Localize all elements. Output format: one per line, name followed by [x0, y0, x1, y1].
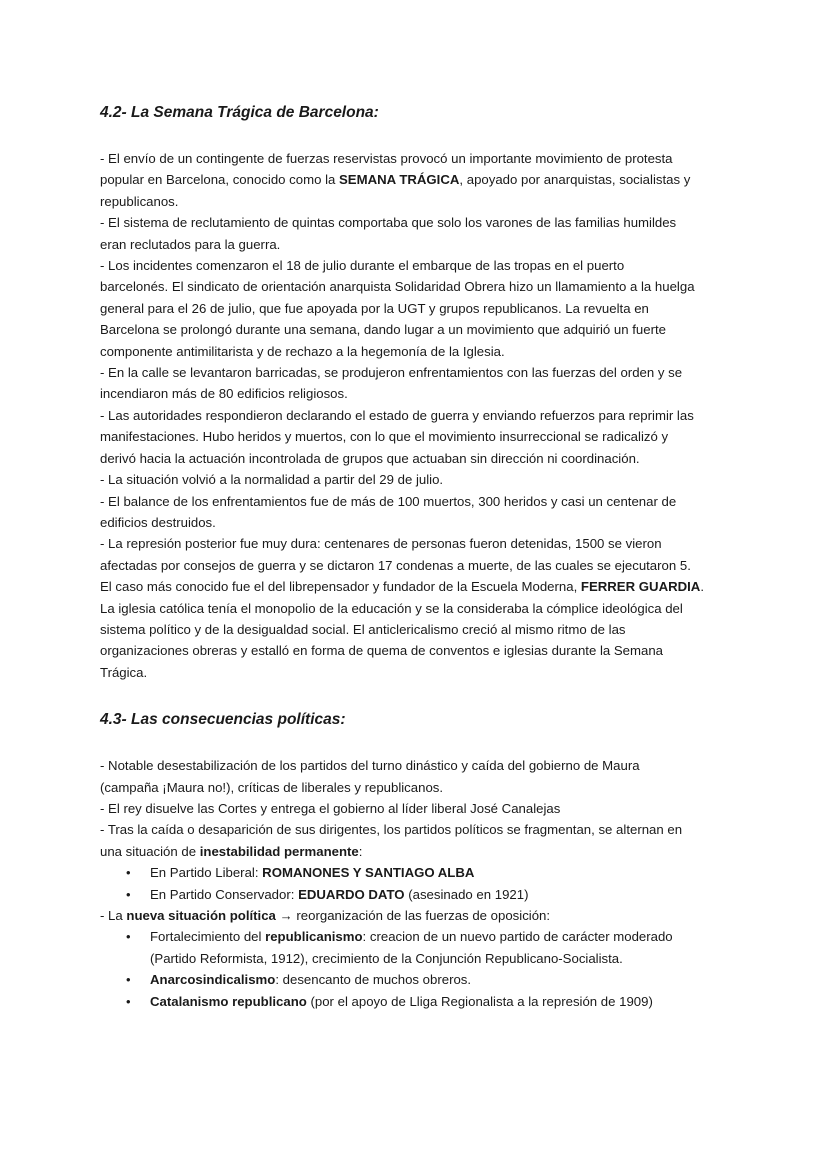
section-body-semana-tragica [100, 148, 728, 683]
text-run: - Tras la caída o desaparición de sus dirigentes, los partidos políticos se fragmentan, se alternan en [100, 822, 683, 838]
text-run: : [358, 843, 363, 859]
text-run: manifestaciones. Hubo heridos y muertos, con lo que el movimiento insurreccional se radicalizó y [100, 429, 669, 445]
text-run: - La represión posterior fue muy dura: centenares de personas fueron detenidas, 1500 se vieron [100, 536, 662, 552]
text-run: Trágica. [100, 664, 148, 680]
text-line [100, 426, 728, 447]
text-run: : desencanto de muchos obreros. [275, 972, 472, 988]
text-run: . [700, 579, 704, 595]
text-line [100, 841, 728, 862]
text-line [100, 798, 728, 819]
section-heading-consecuencias: 4.3- Las consecuencias políticas: [100, 711, 346, 729]
text-run: La iglesia católica tenía el monopolio de la educación y se la consideraba la cómplice ideológica del [100, 600, 683, 616]
text-run: - En la calle se levantaron barricadas, se produjeron enfrentamientos con las fuerzas del orden y se [100, 365, 683, 381]
text-run: general para el 26 de julio, que fue apoyada por la UGT y grupos republicanos. La revuelta en [100, 300, 649, 316]
text-run: componente antimilitarista y de rechazo a la hegemonía de la Iglesia. [100, 343, 505, 359]
text-line [100, 405, 728, 426]
text-line [100, 298, 728, 319]
text-run: : creacion de un nuevo partido de carácter moderado [362, 929, 673, 945]
text-line [100, 662, 728, 683]
text-line [100, 212, 728, 233]
bold-term: EDUARDO DATO [298, 886, 405, 902]
text-run: popular en Barcelona, conocido como la [100, 172, 339, 188]
bullet-list-partidos [100, 862, 728, 905]
bullet-icon: • [126, 993, 131, 1009]
bullet-icon: • [126, 886, 131, 902]
bold-term: SEMANA TRÁGICA [339, 172, 460, 188]
bullet-icon: • [126, 929, 131, 945]
text-run: afectadas por consejos de guerra y se dictaron 17 condenas a muerte, de las cuales se ejecutaron 5. [100, 557, 691, 573]
text-run: sistema político y de la desigualdad social. El anticlericalismo creció al mismo ritmo de las [100, 621, 626, 637]
text-run: - La [100, 908, 127, 923]
text-run: Fortalecimiento del [150, 929, 266, 945]
section-body-consecuencias-oposicion [100, 905, 728, 926]
text-run: incendiaron más de 80 edificios religiosos. [100, 386, 348, 402]
text-run: → reorganización de las fuerzas de oposición: [275, 908, 551, 923]
bullet-icon: • [126, 865, 131, 881]
text-run: derivó hacia la actuación incontrolada de grupos que actuaban sin dirección ni coordinación. [100, 450, 640, 466]
text-line [100, 276, 728, 297]
text-run: organizaciones obreras y estalló en forma de quema de conventos e iglesias durante la Semana [100, 643, 664, 659]
text-line [100, 777, 728, 798]
text-run: (por el apoyo de Lliga Regionalista a la represión de 1909) [306, 993, 653, 1009]
bold-term: nueva situación política [126, 908, 276, 923]
text-line [100, 576, 728, 597]
text-run: En Partido Liberal: [150, 865, 263, 881]
bullet-icon: • [126, 972, 131, 988]
text-run: barcelonés. El sindicato de orientación anarquista Solidaridad Obrera hizo un llamamiento a la huelga [100, 279, 695, 295]
text-line [100, 191, 728, 212]
text-run: El caso más conocido fue el del librepensador y fundador de la Escuela Moderna, [100, 579, 581, 595]
text-run: Barcelona se prolongó durante una semana, dando lugar a un movimiento que adquirió un fuerte [100, 322, 666, 338]
text-line [100, 448, 728, 469]
text-line [100, 148, 728, 169]
bullet-item [100, 969, 728, 990]
bullet-item [100, 948, 728, 969]
text-line [100, 755, 728, 776]
bold-term: Catalanismo republicano [150, 993, 307, 1009]
text-line [100, 362, 728, 383]
text-line [100, 234, 728, 255]
text-run: - El envío de un contingente de fuerzas reservistas provocó un importante movimiento de protesta [100, 151, 673, 166]
text-run: (asesinado en 1921) [404, 886, 529, 902]
text-line [100, 383, 728, 404]
text-run: - El balance de los enfrentamientos fue de más de 100 muertos, 300 heridos y casi un centenar de [100, 493, 677, 509]
bold-term: ROMANONES Y SANTIAGO ALBA [262, 865, 475, 881]
text-run: - Los incidentes comenzaron el 18 de julio durante el embarque de las tropas en el puerto [100, 258, 625, 274]
text-line [100, 555, 728, 576]
bullet-item [100, 991, 728, 1012]
text-line [100, 598, 728, 619]
bullet-list-oposicion [100, 926, 728, 1012]
text-run: - Las autoridades respondieron declarando el estado de guerra y enviando refuerzos para reprimir las [100, 407, 694, 423]
text-line [100, 169, 728, 190]
text-run: (Partido Reformista, 1912), crecimiento de la Conjunción Republicano-Socialista. [150, 950, 623, 966]
text-line [100, 469, 728, 490]
text-line [100, 819, 728, 840]
text-line [100, 255, 728, 276]
text-line [100, 341, 728, 362]
text-run: - La situación volvió a la normalidad a partir del 29 de julio. [100, 472, 444, 488]
bold-term: Anarcosindicalismo [150, 972, 276, 988]
bold-term: republicanismo [265, 929, 363, 945]
text-run: edificios destruidos. [100, 514, 216, 530]
text-run: - Notable desestabilización de los partidos del turno dinástico y caída del gobierno de Maura [100, 758, 640, 774]
text-line [100, 619, 728, 640]
text-line [100, 640, 728, 661]
text-run: , apoyado por anarquistas, socialistas y [459, 172, 691, 188]
text-line [100, 533, 728, 554]
section-heading-semana-tragica: 4.2- La Semana Trágica de Barcelona: [100, 104, 379, 121]
text-run: - El rey disuelve las Cortes y entrega el gobierno al líder liberal José Canalejas [100, 800, 561, 816]
text-run: (campaña ¡Maura no!), críticas de liberales y republicanos. [100, 779, 444, 795]
text-run: republicanos. [100, 193, 179, 209]
text-line [100, 491, 728, 512]
bullet-item [100, 926, 728, 947]
bold-term: FERRER GUARDIA [580, 579, 701, 595]
text-run: eran reclutados para la guerra. [100, 236, 281, 252]
text-run: una situación de [100, 843, 200, 859]
text-line [100, 905, 728, 926]
text-line [100, 512, 728, 533]
text-line [100, 319, 728, 340]
bullet-item [100, 862, 728, 883]
text-run: En Partido Conservador: [150, 886, 299, 902]
bullet-item [100, 884, 728, 905]
section-body-consecuencias-intro [100, 755, 728, 862]
text-run: - El sistema de reclutamiento de quintas comportaba que solo los varones de las familias humildes [100, 215, 677, 231]
bold-term: inestabilidad permanente [199, 843, 359, 859]
